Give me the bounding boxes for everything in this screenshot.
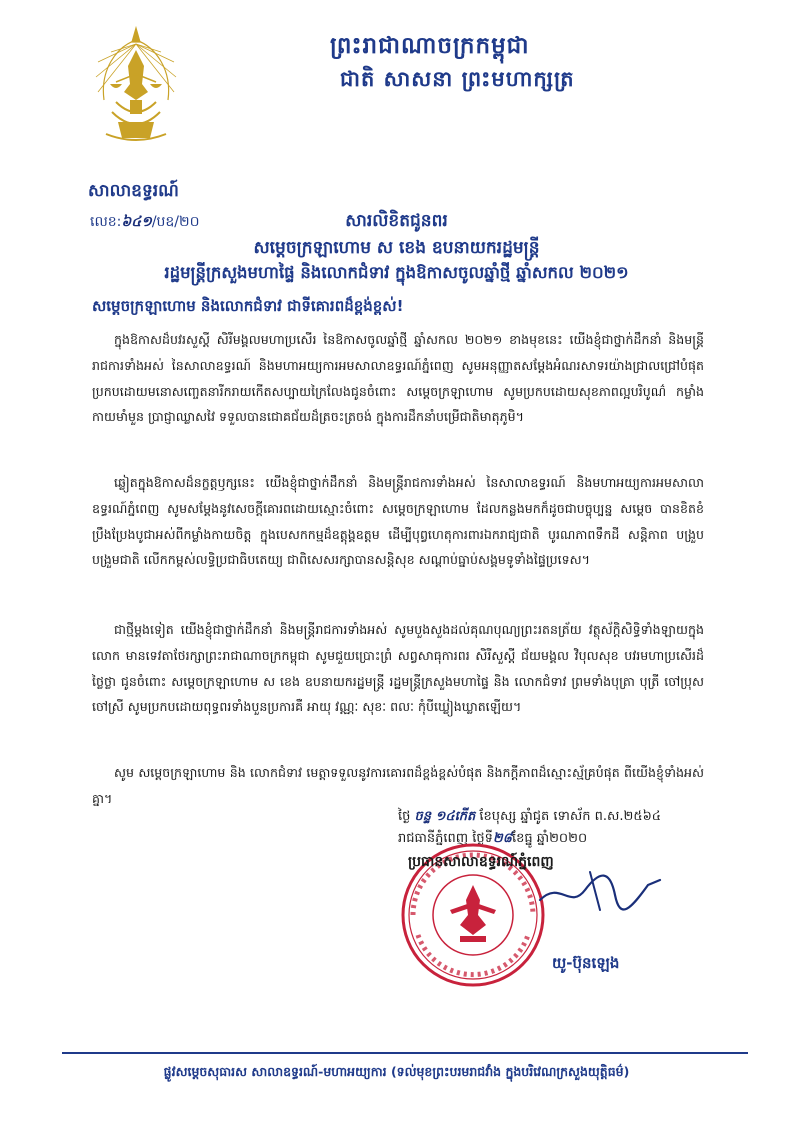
body-paragraph-2: ឆ្លៀតក្នុងឱកាសដ៏នក្ខត្តឫក្សនេះ យើងខ្ញុំជាថ្នាក់ដឹកនាំ និងមន្ត្រីរាជការទាំងអស់ នៃសាលាឧទ្ធរណ៍ និងមហាអយ្យការអមសាលាឧទ្ធរណ៍ភ្នំពេញ សូមសម្តែងនូវសេចក្តីគោរពដោយស្មោះចំពោះ សម្តេចក្រឡាហោម ដែលកន្លងមកក៏ដូចជាបច្ចុប្បន្ន សម្តេច បានខិតខំប្រឹងប្រែងបូជាអស់ពីកម្លាំងកាយចិត្ត ក្នុងបេសកកម្មដ៏ឧត្តុង្គឧត្តម ដើម្បីបុព្វហេតុការពារឯករាជ្យជាតិ បូរណភាពទឹកដី សន្តិភាព បង្រួបបង្រួមជាតិ លើកកម្ពស់លទ្ធិប្រជាធិបតេយ្យ ជាពិសេសរក្សាបានសន្តិសុខ សណ្តាប់ធ្នាប់សង្គមទូទាំងផ្ទៃប្រទេស។ bbox=[92, 475, 704, 568]
footer-divider bbox=[62, 1052, 748, 1054]
body-paragraph-1: ក្នុងឱកាសដ៏បវរសួស្តី សិរីមង្គលមហាប្រសើរ នៃឱកាសចូលឆ្នាំថ្មី ឆ្នាំសកល ២០២១ ខាងមុខនេះ យើងខ្ញុំជាថ្នាក់ដឹកនាំ និងមន្ត្រីរាជការទាំងអស់ នៃសាលាឧទ្ធរណ៍ និងមហាអយ្យការអមសាលាឧទ្ធរណ៍ភ្នំពេញ សូមអនុញ្ញាតសម្តែងអំណរសាទរយ៉ាងជ្រាលជ្រៅបំផុត ប្រកបដោយមនោសញ្ចេតនារីករាយកើតសប្បាយក្រៃលែងជូនចំពោះ សម្តេចក្រឡាហោម សូមប្រកបដោយសុខភាពល្អបរិបូណ៌ កម្លាំងកាយមាំមួន ប្រាជ្ញាឈ្លាសវៃ ទទួលបានជោគជ័យដ៏ត្រចះត្រចង់ ក្នុងការដឹកនាំបម្រើជាតិមាតុភូមិ។ bbox=[92, 332, 704, 425]
handwritten-signature-icon bbox=[530, 860, 680, 920]
salutation: សម្តេចក្រឡាហោម និងលោកជំទាវ ជាទីគោរពដ៏ខ្ពង់ខ្ពស់! bbox=[92, 297, 404, 315]
body-paragraph-4: សូម សម្តេចក្រឡាហោម និង លោកជំទាវ មេត្តាទទួលនូវការគោរពដ៏ខ្ពង់ខ្ពស់បំផុត និងកក្តីភាពដ៏ស្មោះស្ម័គ្របំផុត ពីយើងខ្ញុំទាំងអស់គ្នា។ bbox=[92, 765, 704, 806]
organization-name: សាលាឧទ្ធរណ៍ bbox=[88, 181, 179, 201]
reference-suffix: /បឧ/២០ bbox=[151, 214, 200, 230]
lunar-date-line bbox=[398, 808, 661, 827]
solar-date-prefix: រាជធានីភ្នំពេញ ថ្ងៃទី bbox=[398, 831, 493, 846]
kingdom-motto: ជាតិ សាសនា ព្រះមហាក្សត្រ bbox=[340, 67, 575, 91]
reference-prefix: លេខ: bbox=[90, 214, 122, 230]
signer-name: យូ-ប៊ុនឡេង bbox=[552, 954, 620, 972]
footer-address: ផ្លូវសម្តេចសុធារស សាលាឧទ្ធរណ៍-មហាអយ្យការ (ទល់មុខព្រះបរមរាជវាំង ក្នុងបរិវេណក្រសួងយុត្តិធម៌) bbox=[163, 1064, 630, 1079]
solar-date-suffix: ខែធ្នូ ឆ្នាំ២០២០ bbox=[511, 831, 588, 846]
letter-subtitle-2: រដ្ឋមន្ត្រីក្រសួងមហាផ្ទៃ និងលោកជំទាវ ក្នុងឱកាសចូលឆ្នាំថ្មី ឆ្នាំសកល ២០២១ bbox=[164, 263, 629, 282]
letter-subtitle-1: សម្តេចក្រឡាហោម ស ខេង ឧបនាយករដ្ឋមន្ត្រី bbox=[253, 238, 540, 258]
royal-crest-icon bbox=[86, 22, 186, 150]
signer-title: ប្រធានសាលាឧទ្ធរណ៍ភ្នំពេញ bbox=[408, 854, 554, 870]
body-paragraph-3: ជាថ្មីម្តងទៀត យើងខ្ញុំជាថ្នាក់ដឹកនាំ និងមន្ត្រីរាជការទាំងអស់ សូមបួងសួងដល់គុណបុណ្យព្រះរតនត្រ័យ វត្ថុស័ក្តិសិទ្ធិទាំងឡាយក្នុងលោក មានទេវតាថែរក្សាព្រះរាជាណាចក្រកម្ពុជា សូមជួយប្រោះព្រំ សព្វសាធុការពរ សិរីសួស្តី ជ័យមង្គល វិបុលសុខ បវរមហាប្រសើរដ៏ថ្លៃថ្លា ជូនចំពោះ សម្តេចក្រឡាហោម ស ខេង ឧបនាយករដ្ឋមន្ត្រី រដ្ឋមន្ត្រីក្រសួងមហាផ្ទៃ និង លោកជំទាវ ព្រមទាំងបុត្រា បុត្រី ចៅប្រុស ចៅស្រី សូមប្រកបដោយពុទ្ធពរទាំងបួនប្រការគឺ អាយុ វណ្ណៈ សុខៈ ពលៈ កុំបីឃ្លៀងឃ្លាតឡើយ។ bbox=[92, 622, 704, 715]
kingdom-title: ព្រះរាជាណាចក្រកម្ពុជា bbox=[330, 33, 530, 59]
solar-date-day-handwritten: ២៨ bbox=[492, 831, 512, 846]
lunar-date-prefix: ថ្ងៃ bbox=[398, 809, 411, 824]
letter-title: សារលិខិតជូនពរ bbox=[345, 211, 448, 231]
lunar-date-suffix: ខែបុស្ស ឆ្នាំជូត ទោស័ក ព.ស.២៥៦៤ bbox=[479, 809, 662, 824]
lunar-date-handwritten: ចន្ទ ១៤កើត bbox=[414, 809, 476, 824]
reference-handwritten-number: ៦៤១ bbox=[121, 214, 152, 230]
